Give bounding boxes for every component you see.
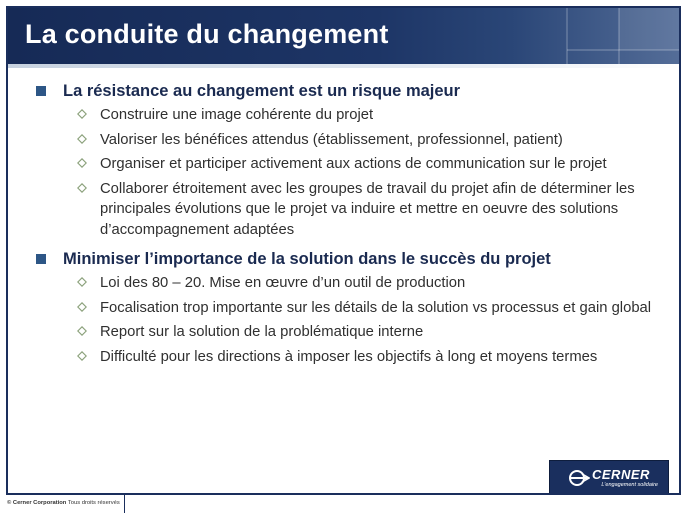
section-heading-text: Minimiser l’importance de la solution dans le succès du projet xyxy=(63,250,551,268)
diamond-bullet-icon xyxy=(77,134,87,144)
section-heading xyxy=(36,249,666,269)
footer-company: © Cerner Corporation xyxy=(7,500,67,506)
diamond-bullet-icon xyxy=(77,277,87,287)
footer-rights: Tous droits réservés xyxy=(67,500,120,506)
list-item-text: Report sur la solution de la problématique interne xyxy=(100,324,424,340)
footer-copyright xyxy=(7,500,120,506)
list-item xyxy=(77,347,666,368)
slide xyxy=(6,6,681,495)
diamond-bullet-icon xyxy=(77,302,87,312)
slide-content xyxy=(36,81,666,376)
logo-tagline: L’engagement solidaire xyxy=(601,482,658,488)
title-bar-grid-decoration xyxy=(559,8,679,64)
list-item xyxy=(77,130,666,151)
diamond-bullet-icon xyxy=(77,351,87,361)
diamond-bullet-icon xyxy=(77,109,87,119)
slide-title: La conduite du changement xyxy=(25,19,389,49)
logo-name: CERNER xyxy=(592,467,650,482)
square-bullet-icon xyxy=(36,254,46,264)
list-item-text: Organiser et participer activement aux actions de communication sur le projet xyxy=(100,156,607,172)
list-item-text: Valoriser les bénéfices attendus (établissement, professionnel, patient) xyxy=(100,131,563,148)
section-solution-importance xyxy=(36,249,666,367)
diamond-bullet-icon xyxy=(77,158,87,168)
list-item xyxy=(77,298,666,319)
square-bullet-icon xyxy=(36,86,46,96)
list-item-text: Loi des 80 – 20. Mise en œuvre d’un outil de production xyxy=(100,275,466,291)
cerner-swoosh-icon xyxy=(568,469,590,487)
section-resistance xyxy=(36,81,666,240)
list-item-text: Focalisation trop importante sur les détails de la solution vs processus et gain global xyxy=(100,299,652,316)
list-item xyxy=(77,179,666,241)
list-item-text: Construire une image cohérente du projet xyxy=(100,107,374,123)
section-heading xyxy=(36,81,666,101)
list-item-text: Collaborer étroitement avec les groupes de travail du projet afin de déterminer les principales évolutions que le projet va induire et mettre en oeuvre des solutions d’accompagnement adaptées xyxy=(100,180,635,238)
list-item xyxy=(77,273,666,294)
list-item xyxy=(77,154,666,175)
diamond-bullet-icon xyxy=(77,326,87,336)
title-underline xyxy=(8,64,679,68)
footer-divider xyxy=(124,495,125,513)
list-item xyxy=(77,105,666,126)
cerner-logo xyxy=(549,460,669,495)
diamond-bullet-icon xyxy=(77,183,87,193)
title-bar xyxy=(8,8,679,64)
list-item xyxy=(77,322,666,343)
list-item-text: Difficulté pour les directions à imposer les objectifs à long et moyens termes xyxy=(100,348,598,365)
section-heading-text: La résistance au changement est un risque majeur xyxy=(63,82,461,100)
